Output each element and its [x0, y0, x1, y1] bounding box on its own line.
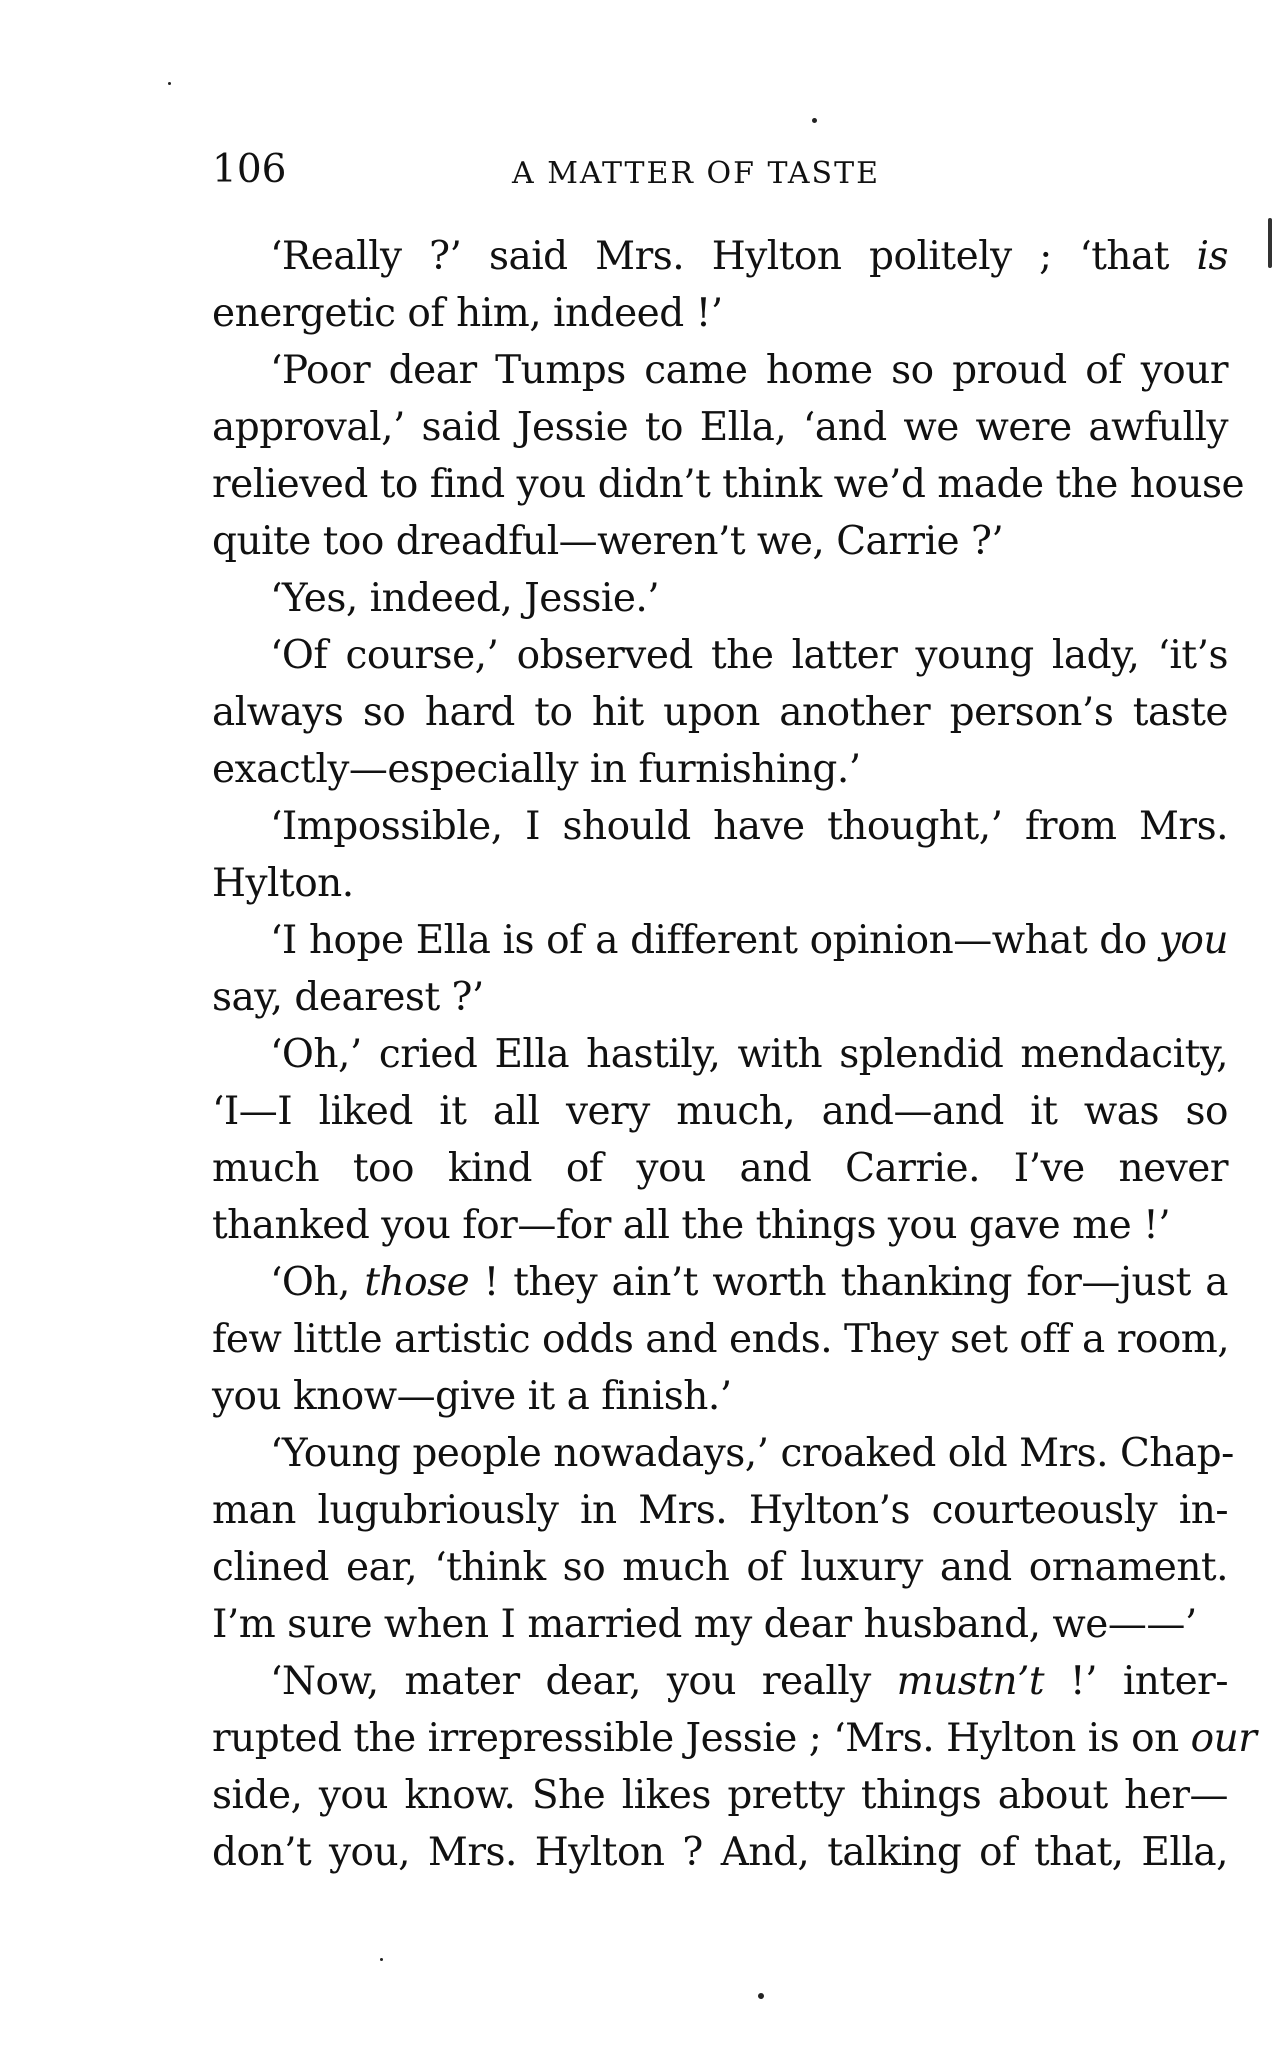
text-line: [212, 1083, 1228, 1140]
text-run: say, dearest ?’: [212, 975, 484, 1020]
text-line: [212, 627, 1228, 684]
text-line: [212, 1653, 1228, 1710]
text-run: ‘Poor dear Tumps came home so proud of your: [270, 348, 1228, 393]
emphasis: is: [1196, 234, 1228, 279]
text-run: don’t you, Mrs. Hylton ? And, talking of that, Ella,: [212, 1830, 1228, 1875]
text-line: [212, 342, 1228, 399]
text-line: [212, 1368, 1228, 1425]
text-line: [212, 285, 1228, 342]
text-run: clined ear, ‘think so much of luxury and ornament.: [212, 1545, 1228, 1590]
text-run: ‘Oh,’ cried Ella hastily, with splendid mendacity,: [270, 1032, 1228, 1077]
text-run: ‘I hope Ella is of a different opinion—what do: [270, 918, 1159, 963]
page-header: [212, 140, 1228, 200]
text-line: [212, 1767, 1228, 1824]
text-line: [212, 1140, 1228, 1197]
text-line: [212, 570, 1228, 627]
emphasis: mustn’t: [896, 1659, 1045, 1704]
text-run: ‘Really ?’ said Mrs. Hylton politely ; ‘that: [270, 234, 1197, 279]
paper-speck: [168, 82, 171, 85]
text-run: energetic of him, indeed !’: [212, 291, 723, 336]
text-run: ‘Now, mater dear, you really: [270, 1659, 897, 1704]
text-run: ‘Of course,’ observed the latter young lady, ‘it’s: [270, 633, 1228, 678]
paper-speck: [380, 1958, 383, 1961]
text-run: approval,’ said Jessie to Ella, ‘and we were awfully: [212, 405, 1228, 450]
emphasis: you: [1158, 918, 1228, 963]
paper-speck: [812, 118, 817, 123]
text-line: [212, 969, 1228, 1026]
text-run: ‘Young people nowadays,’ croaked old Mrs. Chap-: [270, 1431, 1234, 1476]
text-line: [212, 1254, 1228, 1311]
text-line: [212, 912, 1228, 969]
text-run: rupted the irrepressible Jessie ; ‘Mrs. Hylton is on: [212, 1716, 1191, 1761]
text-run: !’ inter-: [1044, 1659, 1229, 1704]
text-run: side, you know. She likes pretty things about her—: [212, 1773, 1228, 1818]
emphasis: our: [1190, 1716, 1257, 1761]
text-line: [212, 456, 1245, 513]
text-line: [212, 228, 1228, 285]
text-run: thanked you for—for all the things you gave me !’: [212, 1203, 1171, 1248]
emphasis: those: [364, 1260, 470, 1305]
page-number: 106: [212, 147, 287, 192]
text-run: much too kind of you and Carrie. I’ve never: [212, 1146, 1228, 1191]
text-line: [212, 399, 1228, 456]
text-run: quite too dreadful—weren’t we, Carrie ?’: [212, 519, 1004, 564]
text-line: [212, 1026, 1228, 1083]
text-run: I’m sure when I married my dear husband, we——’: [212, 1602, 1197, 1647]
text-run: always so hard to hit upon another person’s taste: [212, 690, 1228, 735]
text-run: you know—give it a finish.’: [212, 1374, 732, 1419]
text-line: [212, 1311, 1228, 1368]
text-line: [212, 684, 1228, 741]
text-run: few little artistic odds and ends. They set off a room,: [212, 1317, 1230, 1362]
running-title: A MATTER OF TASTE: [512, 156, 880, 191]
text-line: [212, 855, 1228, 912]
text-line: [212, 1710, 1257, 1767]
text-line: [212, 1539, 1228, 1596]
text-run: man lugubriously in Mrs. Hylton’s courteously in-: [212, 1488, 1228, 1533]
text-run: relieved to find you didn’t think we’d made the house: [212, 462, 1245, 507]
text-run: ‘Yes, indeed, Jessie.’: [270, 576, 660, 621]
text-run: ‘I—I liked it all very much, and—and it was so: [212, 1089, 1228, 1134]
text-run: Hylton.: [212, 861, 354, 906]
text-line: [212, 1596, 1228, 1653]
page-edge-mark: [1268, 218, 1272, 268]
text-line: [212, 513, 1228, 570]
text-run: ‘Oh,: [270, 1260, 365, 1305]
text-line: [212, 798, 1228, 855]
body-text: [212, 228, 1257, 1881]
text-run: ! they ain’t worth thanking for—just a: [469, 1260, 1228, 1305]
text-run: ‘Impossible, I should have thought,’ from Mrs.: [270, 804, 1228, 849]
text-line: [212, 1482, 1228, 1539]
text-line: [212, 741, 1228, 798]
paper-speck: [758, 1993, 764, 1999]
text-line: [212, 1824, 1228, 1881]
text-line: [212, 1425, 1234, 1482]
text-line: [212, 1197, 1228, 1254]
text-run: exactly—especially in furnishing.’: [212, 747, 861, 792]
